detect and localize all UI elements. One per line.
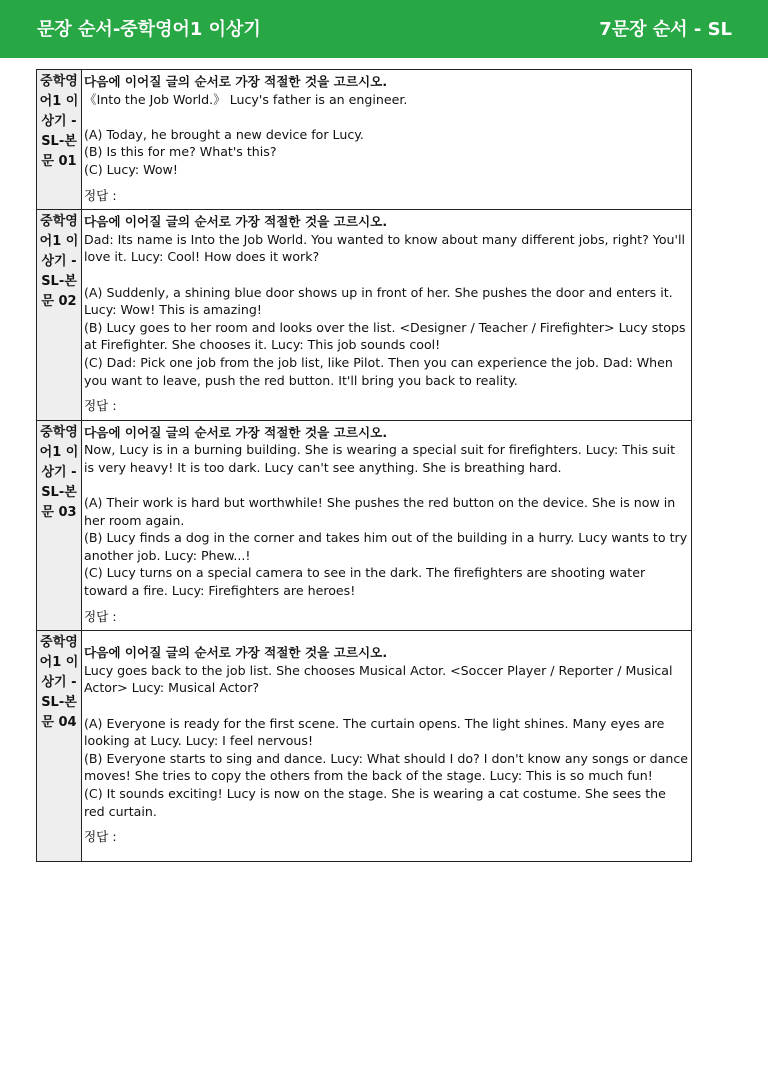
option-a: (A) Their work is hard but worthwhile! She pushes the red button on the device. She is now in her room again. bbox=[84, 495, 676, 528]
option-b: (B) Everyone starts to sing and dance. Lucy: What should I do? I don't know any songs or dance moves! She tries to copy the others from the back of the stage. Lucy: This is so much fun! bbox=[84, 750, 689, 784]
answer-label: 정답 : bbox=[84, 829, 117, 845]
header-title: 문장 순서-중학영어1 이상기 bbox=[37, 19, 261, 40]
option-c: (C) It sounds exciting! Lucy is now on the stage. She is wearing a cat costume. She sees the red curtain. bbox=[84, 785, 666, 819]
question-row bbox=[37, 210, 692, 421]
answer-label: 정답 : bbox=[84, 398, 117, 414]
question-intro: Dad: Its name is Into the Job World. You wanted to know about many different jobs, right? You'll love it. Lucy: Cool! How does it work? bbox=[84, 231, 685, 265]
option-b: (B) Lucy goes to her room and looks over the list. <Designer / Teacher / Firefighter> Lucy stops at Firefighter. She chooses it. Lucy: This job sounds cool! bbox=[84, 319, 686, 353]
question-instruction: 다음에 이어질 글의 순서로 가장 적절한 것을 고르시오. bbox=[84, 74, 388, 89]
question-body bbox=[82, 70, 692, 210]
option-c: (C) Lucy: Wow! bbox=[84, 161, 178, 177]
question-body bbox=[82, 420, 692, 631]
question-instruction: 다음에 이어질 글의 순서로 가장 적절한 것을 고르시오. bbox=[84, 424, 388, 440]
page-header bbox=[0, 0, 768, 58]
answer-label: 정답 : bbox=[84, 608, 117, 624]
question-row bbox=[37, 70, 692, 210]
option-b: (B) Is this for me? What's this? bbox=[84, 144, 277, 160]
question-row bbox=[37, 631, 692, 862]
question-intro: Lucy goes back to the job list. She chooses Musical Actor. <Soccer Player / Reporter / Musical Actor> Lucy: Musical Actor? bbox=[84, 662, 673, 696]
question-label: 중학영어1 이상기 - SL-본문 01 bbox=[37, 70, 82, 210]
option-a: (A) Today, he brought a new device for Lucy. bbox=[84, 126, 364, 142]
option-b: (B) Lucy finds a dog in the corner and takes him out of the building in a hurry. Lucy wants to try another job. Lucy: Phew...! bbox=[84, 530, 688, 563]
option-a: (A) Everyone is ready for the first scene. The curtain opens. The light shines. Many eyes are looking at Lucy. Lucy: I feel nervous! bbox=[84, 715, 665, 749]
option-c: (C) Dad: Pick one job from the job list, like Pilot. Then you can experience the job. Dad: When you want to leave, push the red button. It'll bring you back to reality. bbox=[84, 354, 673, 388]
question-row bbox=[37, 420, 692, 631]
question-table bbox=[36, 69, 692, 862]
option-c: (C) Lucy turns on a special camera to see in the dark. The firefighters are shooting water toward a fire. Lucy: Firefighters are heroes! bbox=[84, 565, 646, 599]
question-body bbox=[82, 210, 692, 421]
header-subtitle: 7문장 순서 - SL bbox=[599, 19, 732, 40]
question-list bbox=[36, 69, 692, 862]
question-instruction: 다음에 이어질 글의 순서로 가장 적절한 것을 고르시오. bbox=[84, 214, 388, 230]
question-label: 중학영어1 이상기 - SL-본문 02 bbox=[37, 210, 82, 421]
question-label: 중학영어1 이상기 - SL-본문 04 bbox=[37, 631, 82, 862]
question-intro: Now, Lucy is in a burning building. She is wearing a special suit for firefighters. Lucy: This suit is very heavy! It is too dark. Lucy can't see anything. She is breathing hard. bbox=[84, 442, 676, 475]
question-instruction: 다음에 이어질 글의 순서로 가장 적절한 것을 고르시오. bbox=[84, 645, 388, 661]
question-intro: 《Into the Job World.》 Lucy's father is an engineer. bbox=[84, 91, 408, 107]
question-body bbox=[82, 631, 692, 862]
answer-label: 정답 : bbox=[84, 187, 117, 203]
question-label: 중학영어1 이상기 - SL-본문 03 bbox=[37, 420, 82, 631]
option-a: (A) Suddenly, a shining blue door shows up in front of her. She pushes the door and enters it. Lucy: Wow! This is amazing! bbox=[84, 284, 673, 318]
